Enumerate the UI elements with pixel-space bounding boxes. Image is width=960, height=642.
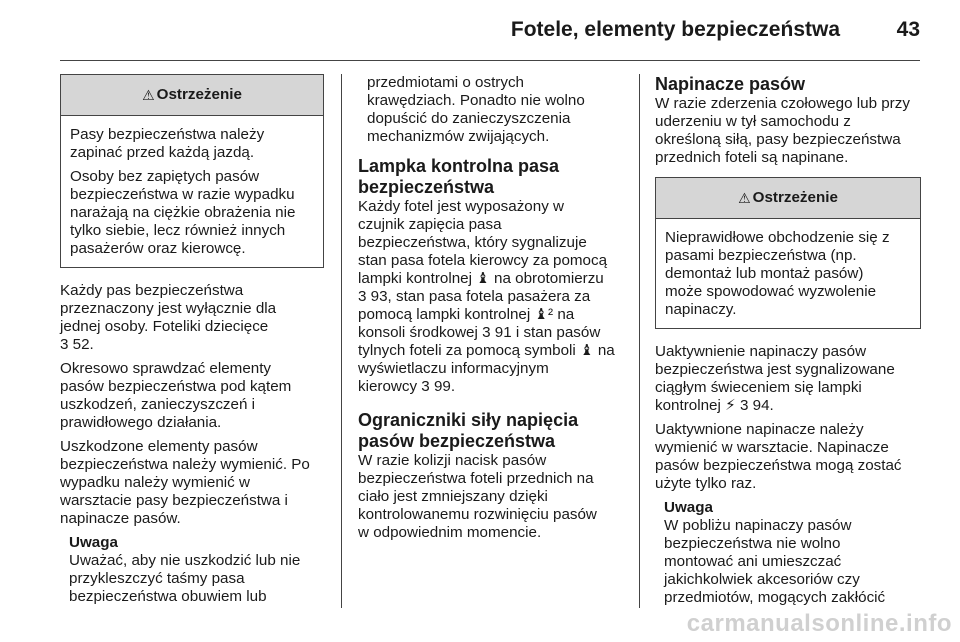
text-line: dopuścić do zanieczyszczenia: [367, 110, 571, 127]
column-3: [655, 74, 921, 613]
heading-line: pasów bezpieczeństwa: [358, 431, 556, 451]
warning-title: Ostrzeżenie: [156, 86, 242, 103]
text-line: Każdy pas bezpieczeństwa: [60, 282, 244, 299]
warning-header: [61, 75, 323, 116]
warning-header: [656, 178, 920, 219]
text-line: przedmiotów, mogących zakłócić: [664, 589, 886, 606]
text-line: warsztacie pasy bezpieczeństwa i: [60, 492, 288, 509]
section-heading: [655, 74, 921, 95]
text-line: pasów bezpieczeństwa pod kątem: [60, 378, 292, 395]
page-header: [60, 14, 920, 54]
text-line: pomocą lampki kontrolnej ♝² na: [358, 306, 575, 323]
text-line: bezpieczeństwa należy wymienić. Po: [60, 456, 310, 473]
warning-icon: ⚠: [142, 87, 155, 103]
text-line: bezpieczeństwa w razie wypadku: [70, 186, 295, 203]
text-line: jakichkolwiek akcesoriów czy: [664, 571, 860, 588]
note-label: Uwaga: [664, 499, 713, 516]
heading-line: bezpieczeństwa: [358, 177, 495, 197]
warning-icon: ⚠: [738, 190, 751, 206]
text-line: stan pasa fotela kierowcy za pomocą: [358, 252, 608, 269]
warning-body: [656, 219, 920, 328]
text-line: pasażerów oraz kierowcę.: [70, 240, 246, 257]
note-block: [655, 499, 921, 607]
text-line: zapinać przed każdą jazdą.: [70, 144, 255, 161]
text-line: demontaż lub montaż pasów): [665, 265, 864, 282]
text-line: ciało jest zmniejszany dzięki: [358, 488, 548, 505]
text-line: W razie zderzenia czołowego lub przy: [655, 95, 910, 112]
text-line: jednej osoby. Foteliki dziecięce: [60, 318, 269, 335]
text-line: przykleszczyć taśmy pasa: [69, 570, 245, 587]
text-line: bezpieczeństwa obuwiem lub: [69, 588, 267, 605]
text-line: napinacze pasów.: [60, 510, 181, 527]
heading-line: Ograniczniki siły napięcia: [358, 410, 579, 430]
note-label: Uwaga: [69, 534, 118, 551]
warning-paragraph: [70, 168, 314, 258]
paragraph: [655, 95, 921, 167]
text-line: bezpieczeństwa nie wolno: [664, 535, 841, 552]
text-line: określoną siłą, pasy bezpieczeństwa: [655, 131, 901, 148]
warning-body: [61, 116, 323, 267]
text-line: użyte tylko raz.: [655, 475, 757, 492]
column-1: [60, 74, 324, 612]
text-line: tylko siebie, lecz również innych: [70, 222, 286, 239]
text-line: Osoby bez zapiętych pasów: [70, 168, 260, 185]
text-line: wypadku należy wymienić w: [60, 474, 250, 491]
paragraph: [60, 360, 324, 432]
text-line: tylnych foteli za pomocą symboli ♝ na: [358, 342, 615, 359]
page-title: Fotele, elementy bezpieczeństwa: [510, 18, 840, 41]
text-line: mechanizmów zwijających.: [367, 128, 550, 145]
text-line: Uaktywnione napinacze należy: [655, 421, 864, 438]
header-divider: [60, 60, 920, 61]
section-heading: [358, 410, 630, 452]
text-line: w odpowiednim momencie.: [358, 524, 542, 541]
column-2: [358, 74, 630, 548]
paragraph: [60, 282, 324, 354]
text-line: przednich foteli są napinane.: [655, 149, 849, 166]
paragraph: [358, 198, 630, 396]
text-line: lampki kontrolnej ♝ na obrotomierzu: [358, 270, 604, 287]
warning-box: [60, 74, 324, 268]
text-line: napinaczy.: [665, 301, 737, 318]
text-line: W pobliżu napinaczy pasów: [664, 517, 852, 534]
text-line: przeznaczony jest wyłącznie dla: [60, 300, 277, 317]
text-line: konsoli środkowej 3 91 i stan pasów: [358, 324, 601, 341]
text-line: Nieprawidłowe obchodzenie się z: [665, 229, 890, 246]
text-line: W razie kolizji nacisk pasów: [358, 452, 547, 469]
warning-paragraph: [665, 229, 911, 319]
text-line: Pasy bezpieczeństwa należy: [70, 126, 265, 143]
text-line: kierowcy 3 99.: [358, 378, 456, 395]
text-line: ciągłym świeceniem się lampki: [655, 379, 862, 396]
warning-title: Ostrzeżenie: [752, 189, 838, 206]
text-line: Uważać, aby nie uszkodzić lub nie: [69, 552, 301, 569]
paragraph: [358, 452, 630, 542]
page-reference[interactable]: 3 52.: [60, 336, 94, 353]
text-line: pasów bezpieczeństwa mogą zostać: [655, 457, 902, 474]
text-line: bezpieczeństwa jest sygnalizowane: [655, 361, 895, 378]
text-line: wymienić w warsztacie. Napinacze: [655, 439, 889, 456]
text-line: 3 93, stan pasa fotela pasażera za: [358, 288, 591, 305]
warning-paragraph: [70, 126, 314, 162]
note-block: [60, 534, 324, 606]
section-heading: [358, 156, 630, 198]
paragraph: [655, 343, 921, 415]
text-line: uszkodzeń, zanieczyszczeń i: [60, 396, 255, 413]
text-line: bezpieczeństwa, który sygnalizuje: [358, 234, 587, 251]
heading-line: Napinacze pasów: [655, 74, 806, 94]
text-line: bezpieczeństwa foteli przednich na: [358, 470, 594, 487]
page-number: 43: [896, 18, 920, 41]
text-line: czujnik zapięcia pasa: [358, 216, 502, 233]
text-line: pasami bezpieczeństwa (np.: [665, 247, 857, 264]
column-divider-2: [639, 74, 640, 608]
text-line: krawędziach. Ponadto nie wolno: [367, 92, 585, 109]
paragraph: [655, 421, 921, 493]
watermark: carmanualsonline.info: [686, 610, 952, 637]
text-line: kontrolowanemu rozwinięciu pasów: [358, 506, 597, 523]
text-line: montować ani umieszczać: [664, 553, 842, 570]
text-line: Każdy fotel jest wyposażony w: [358, 198, 564, 215]
text-line: Okresowo sprawdzać elementy: [60, 360, 272, 377]
text-line: wyświetlaczu informacyjnym: [358, 360, 549, 377]
text-line: kontrolnej ⚡ 3 94.: [655, 397, 774, 414]
paragraph: [60, 438, 324, 528]
text-line: narażają na ciężkie obrażenia nie: [70, 204, 296, 221]
heading-line: Lampka kontrolna pasa: [358, 156, 560, 176]
warning-box: [655, 177, 921, 329]
text-line: przedmiotami o ostrych: [367, 74, 524, 91]
text-line: może spowodować wyzwolenie: [665, 283, 877, 300]
text-line: uderzeniu w tył samochodu z: [655, 113, 851, 130]
note-continuation: [358, 74, 630, 146]
text-line: prawidłowego działania.: [60, 414, 222, 431]
column-divider-1: [341, 74, 342, 608]
text-line: Uaktywnienie napinaczy pasów: [655, 343, 867, 360]
text-line: Uszkodzone elementy pasów: [60, 438, 258, 455]
